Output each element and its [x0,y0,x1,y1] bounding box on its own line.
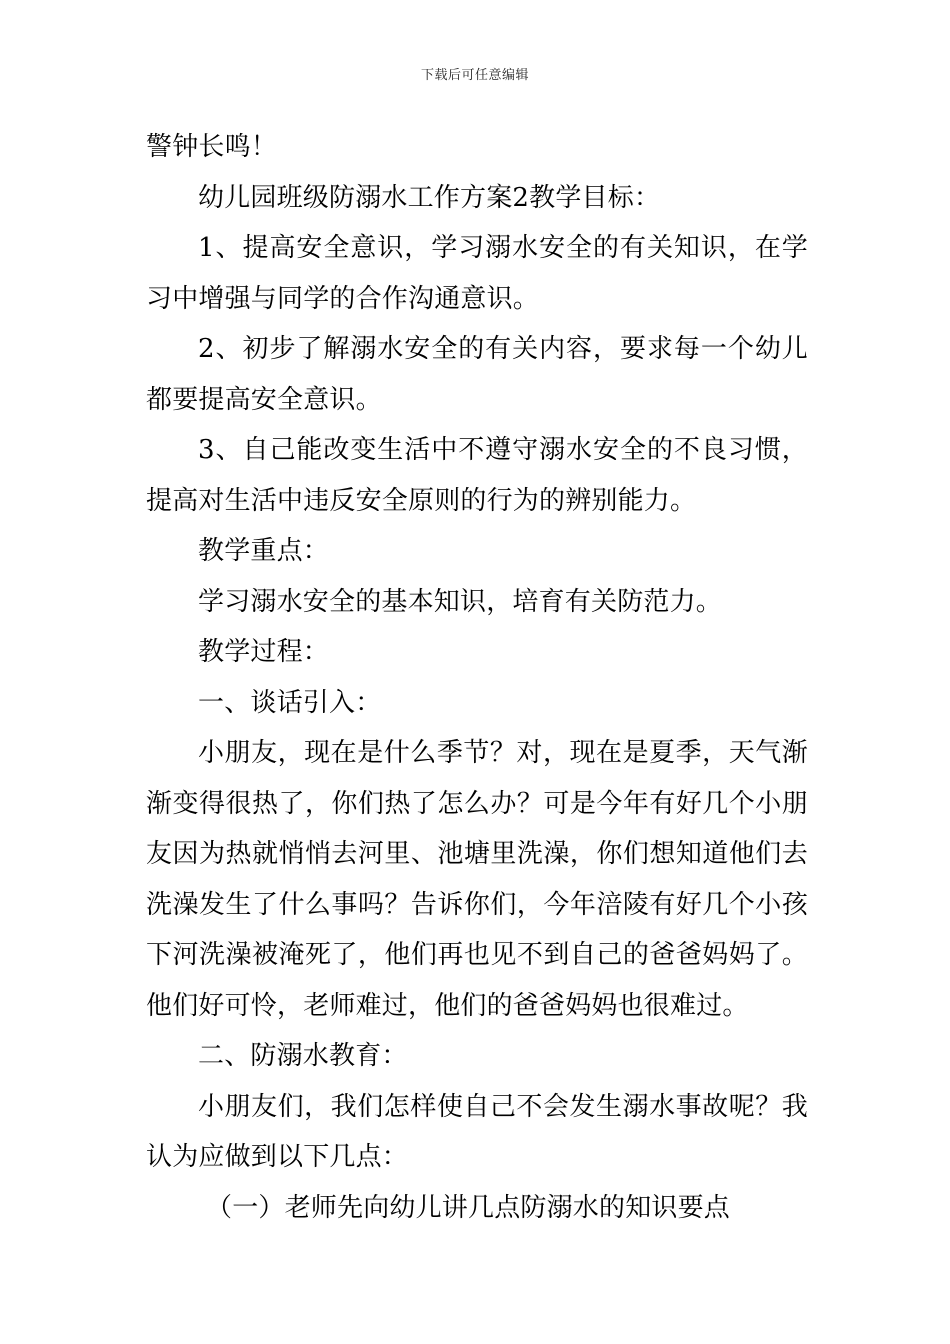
paragraph-key-points: 学习溺水安全的基本知识，培育有关防范力。 [198,586,723,617]
paragraph-section-1-heading: 一、谈话引入： [198,687,382,718]
paragraph-goal-2: 2、初步了解溺水安全的有关内容，要求每一个幼儿都要提高安全意识。 [146,334,808,415]
page-header-note: 下载后可任意编辑 [420,68,529,83]
paragraph-closing-line: 警钟长鸣！ [146,132,278,162]
paragraph-goal-3: 3、自己能改变生活中不遵守溺水安全的不良习惯，提高对生活中违反安全原则的行为的辨别能力。 [146,435,808,516]
paragraph-key-points-heading: 教学重点： [198,536,330,566]
document-body [146,122,808,1233]
paragraph-prevention-question: 小朋友们，我们怎样使自己不会发生溺水事故呢？我认为应做到以下几点： [146,1091,808,1172]
paragraph-introduction: 小朋友，现在是什么季节？对，现在是夏季，天气渐渐变得很热了，你们热了怎么办？可是今年有好几个小朋友因为热就悄悄去河里、池塘里洗澡，你们想知道他们去洗澡发生了什么事吗？告诉你们，今年涪陵有好几个小孩下河洗澡被淹死了，他们再也见不到自己的爸爸妈妈了。他们好可怜，老师难过，他们的爸爸妈妈也很难过。 [146,738,808,1021]
paragraph-process-heading: 教学过程： [198,637,330,667]
paragraph-plan-title: 幼儿园班级防溺水工作方案2教学目标： [198,182,661,213]
paragraph-subsection-1: （一）老师先向幼儿讲几点防溺水的知识要点 [206,1192,731,1223]
paragraph-section-2-heading: 二、防溺水教育： [198,1041,408,1071]
paragraph-goal-1: 1、提高安全意识，学习溺水安全的有关知识，在学习中增强与同学的合作沟通意识。 [146,233,808,314]
